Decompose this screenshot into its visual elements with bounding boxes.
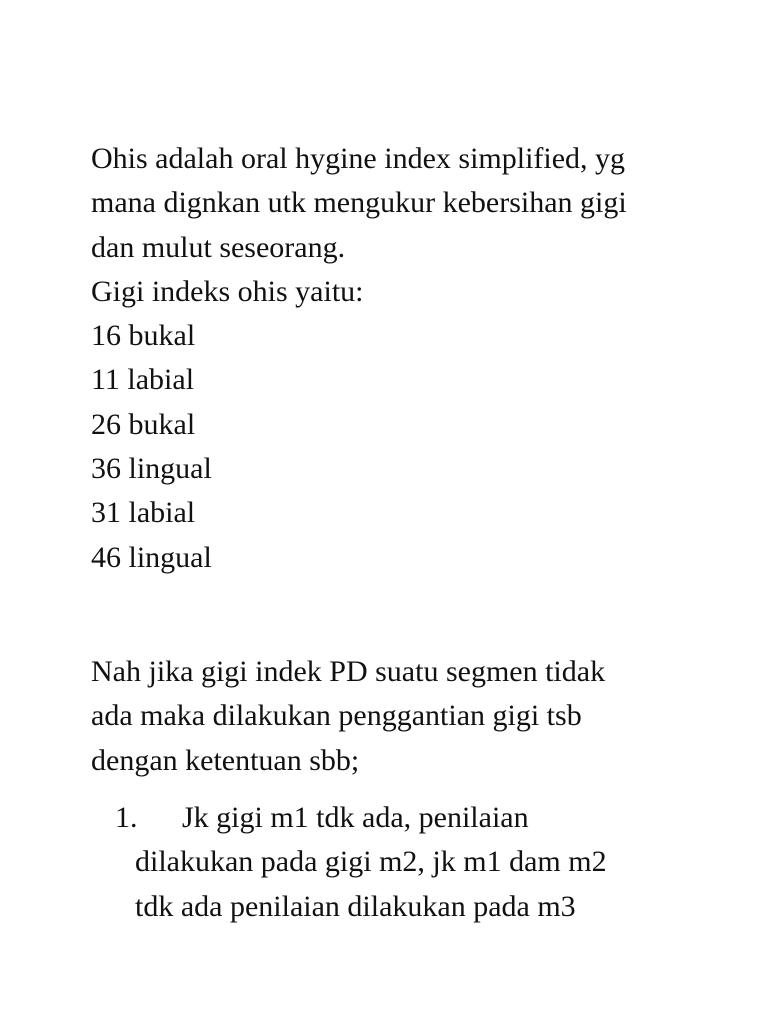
list-item-number: 1. [115,801,138,834]
list-item-line: Jk gigi m1 tdk ada, penilaian [182,801,529,834]
tooth-index-item: 26 bukal [91,407,196,441]
list-item-line: tdk ada penilaian dilakukan pada m3 [135,889,576,923]
text-line: mana dignkan utk mengukur kebersihan gigi [91,186,627,220]
text-line: ada maka dilakukan penggantian gigi tsb [91,699,582,733]
tooth-index-heading: Gigi indeks ohis yaitu: [91,274,364,308]
text-line: dan mulut seseorang. [91,230,346,264]
tooth-index-item: 46 lingual [91,540,212,574]
numbered-list [0,796,768,929]
text-line: dengan ketentuan sbb; [91,743,360,777]
text-line: Nah jika gigi indek PD suatu segmen tidak [91,655,606,688]
tooth-index-item: 16 bukal [91,319,196,353]
list-item-line: dilakukan pada gigi m2, jk m1 dam m2 [135,845,607,879]
tooth-index-item: 11 labial [91,363,195,397]
tooth-index-item: 36 lingual [91,452,212,486]
text-line: Ohis adalah oral hygine index simplified, yg [91,142,626,175]
intro-paragraph [91,137,711,580]
tooth-index-item: 31 labial [91,496,196,530]
list-item [0,796,768,929]
segment-paragraph [91,650,711,783]
